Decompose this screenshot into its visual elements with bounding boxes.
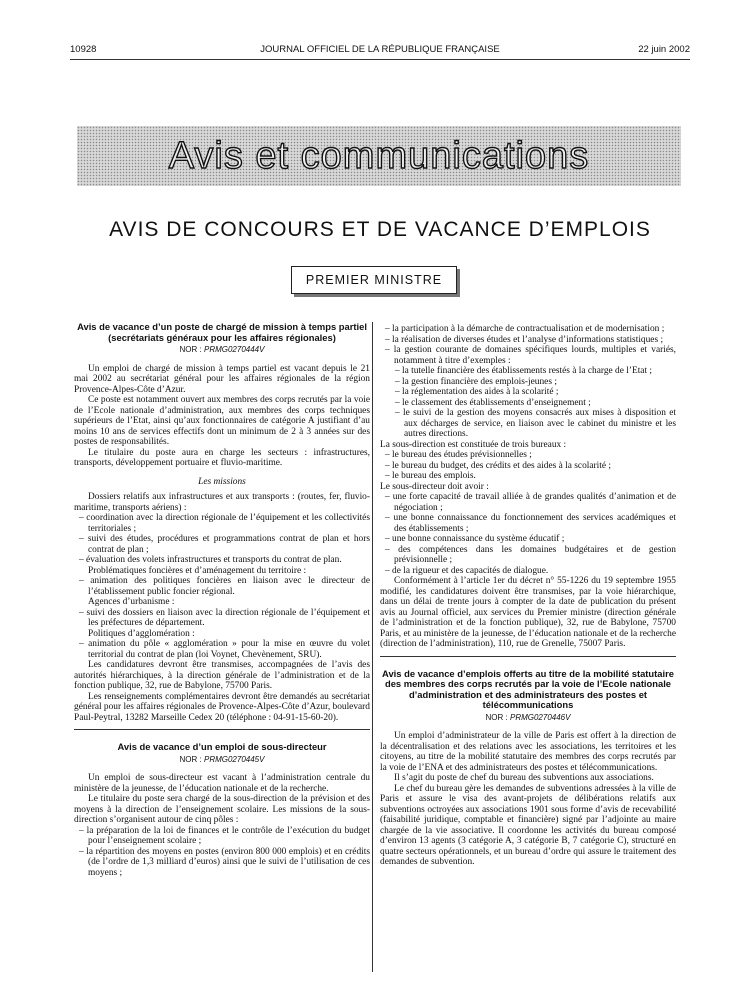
- list-item: – animation du pôle « agglomération » pour la mise en œuvre du volet territorial du contrat de plan (loi Voynet, Chevènement, SRU).: [79, 639, 370, 660]
- paragraph: Le chef du bureau gère les demandes de subventions adressées à la ville de Paris et assure le visa des avant-projets de délibérations relatifs aux subventions octroyées aux associations 1901 sous forme d’avis de recevabilité (faisabilité juridique, comptable et financière) signé par l’adjointe au maire chargée de la vie associative. Il coordonne les activités du bureau composé d’environ 13 agents (3 catégorie A, 3 catégorie B, 7 catégorie C), structuré en quatre secteurs opérationnels, et un bureau d’ordre qui assure le traitement des demandes de subvention.: [380, 783, 676, 867]
- list-item: – le bureau des études prévisionnelles ;: [385, 450, 532, 460]
- list-label: Agences d’urbanisme :: [88, 597, 175, 607]
- issue-date: 22 juin 2002: [638, 44, 690, 55]
- banner-title: Avis et communications: [168, 135, 590, 177]
- sub-list-item: – la réglementation des aides à la scolarité ;: [395, 387, 559, 397]
- list-item: – évaluation des volets infrastructures et transports du contrat de plan.: [79, 555, 342, 565]
- list-label: Problématiques foncières et d’aménagement du territoire :: [88, 565, 307, 576]
- list-item: – la participation à la démarche de contractualisation et de modernisation ;: [385, 324, 665, 334]
- left-column: [74, 322, 370, 878]
- section-banner: [77, 126, 681, 186]
- list-label: Le sous-directeur doit avoir :: [380, 481, 489, 492]
- sub-list-item: – la gestion financière des emplois-jeunes ;: [395, 376, 557, 387]
- paragraph: Le titulaire du poste aura en charge les secteurs : infrastructures, transports, développement portuaire et fluvio-maritime.: [74, 447, 370, 468]
- nor-code: PRMG0270445V: [203, 754, 265, 764]
- paragraph: Il s’agit du poste de chef du bureau des subventions aux associations.: [394, 773, 654, 783]
- list-item: – suivi des dossiers en liaison avec la direction régionale de l’équipement et les préfectures de département.: [79, 607, 370, 628]
- nor-reference: [74, 755, 370, 766]
- list-item: – coordination avec la direction régionale de l’équipement et les collectivités territoriales ;: [79, 513, 370, 534]
- list-item: – une forte capacité de travail alliée à de grandes qualités d’animation et de négociation ;: [385, 492, 676, 513]
- list-label: La sous-direction est constituée de trois bureaux :: [380, 439, 567, 450]
- list-item: – le bureau des emplois.: [385, 471, 476, 481]
- list-label: Dossiers relatifs aux infrastructures et aux transports : (routes, fer, fluvio-maritime, transports aériens) :: [74, 492, 370, 513]
- paragraph: Un emploi de chargé de mission à temps partiel est vacant depuis le 21 mai 2002 au secrétariat général pour les affaires régionales de la région Provence-Alpes-Côte d’Azur.: [74, 363, 370, 395]
- list-item: – la préparation de la loi de finances et le contrôle de l’exécution du budget pour l’enseignement scolaire ;: [79, 825, 370, 846]
- paragraph: Les renseignements complémentaires devront être demandés au secrétariat général pour les affaires régionales de Provence-Alpes-Côte d’Azur, boulevard Paul-Peytral, 13282 Marseille Cedex 20 (téléphone : 04-91-15-60-20).: [74, 691, 370, 723]
- paragraph: Les candidatures devront être transmises, accompagnées de l’avis des autorités hiérarchiques, à la direction générale de l’administration et de la fonction publique, 32, rue de Babylone, 75700 Paris.: [74, 660, 370, 691]
- article-title: Avis de vacance d’un emploi de sous-directeur: [117, 741, 327, 752]
- article-title: Avis de vacance d’un poste de chargé de mission à temps partiel (secrétariats généraux pour les affaires régionales): [77, 321, 367, 343]
- paragraph: Le titulaire du poste sera chargé de la sous-direction de la prévision et des moyens à la direction de l’enseignement scolaire. Les missions de la sous-direction s’organisent autour de cinq pôles :: [74, 794, 370, 825]
- list-item: – une bonne connaissance du système éducatif ;: [385, 534, 565, 544]
- nor-reference: [74, 345, 370, 356]
- page-number: 10928: [70, 44, 97, 55]
- list-item: – des compétences dans les domaines budgétaires et de gestion prévisionnelle ;: [385, 544, 676, 565]
- paragraph: Un emploi de sous-directeur est vacant à l’administration centrale du ministère de la jeunesse, de l’éducation nationale et de la recherche.: [74, 773, 370, 794]
- nor-code: PRMG0270446V: [509, 712, 571, 722]
- sub-list-item: – le classement des établissements d’enseignement ;: [395, 397, 591, 408]
- nor-label: NOR :: [485, 712, 508, 722]
- missions-heading: Les missions: [198, 476, 246, 487]
- running-head: [70, 44, 690, 58]
- article-separator: [380, 656, 676, 657]
- nor-code: PRMG0270444V: [203, 345, 265, 354]
- journal-title: JOURNAL OFFICIEL DE LA RÉPUBLIQUE FRANÇAISE: [260, 44, 500, 55]
- list-item: – la réalisation de diverses études et l’analyse d’informations statistiques ;: [385, 334, 664, 345]
- list-label: Politiques d’agglomération :: [88, 628, 195, 639]
- nor-label: NOR :: [179, 345, 202, 354]
- paragraph: Ce poste est notamment ouvert aux membres des corps recrutés par la voie de l’Ecole nationale d’administration, aux membres des corps techniques supérieurs de l’Etat, ainsi qu’aux fonctionnaires de catégorie A justifiant d’au moins 10 ans de services effectifs dont un minimum de 2 à 3 années sur des postes de responsabilités.: [74, 395, 370, 447]
- list-item: – de la rigueur et des capacités de dialogue.: [385, 565, 549, 576]
- paragraph: Conformément à l’article 1er du décret n° 55-1226 du 19 septembre 1955 modifié, les candidatures doivent être transmises, par la voie hiérarchique, dans un délai de trente jours à compter de la date de publication du présent avis au Journal officiel, aux services du Premier ministre (direction générale de l’administration et de la fonction publique), 32, rue de Babylone, 75700 Paris, et au ministère de la jeunesse, de l’éducation nationale et de la recherche (direction de l’administration), 110, rue de Grenelle, 75007 Paris.: [380, 576, 676, 649]
- list-item: – animation des politiques foncières en liaison avec le directeur de l’établissement public foncier régional.: [79, 576, 370, 597]
- column-rule: [372, 322, 373, 972]
- right-column: [380, 324, 676, 868]
- list-item: – la gestion courante de domaines spécifiques lourds, multiples et variés, notamment à titre d’exemples :: [385, 345, 676, 366]
- header-rule: [70, 59, 690, 60]
- list-item: – une bonne connaissance du fonctionnement des services académiques et des établissements ;: [385, 513, 676, 534]
- list-item: – la répartition des moyens en postes (environ 800 000 emplois) et en crédits (de l’ordre de 1,3 milliard d’euros) ainsi que le suivi de l’utilisation de ces moyens ;: [79, 846, 370, 878]
- list-item: – le bureau du budget, des crédits et des aides à la scolarité ;: [385, 460, 611, 471]
- list-item: – suivi des études, procédures et programmations contrat de plan et hors contrat de plan ;: [79, 534, 370, 555]
- sub-list-item: – le suivi de la gestion des moyens consacrés aux mises à disposition et aux décharges de service, en liaison avec le cabinet du ministre et les autres directions.: [395, 408, 676, 439]
- section-heading: AVIS DE CONCOURS ET DE VACANCE D’EMPLOIS: [109, 218, 651, 241]
- nor-label: NOR :: [179, 754, 202, 764]
- nor-reference: [380, 713, 676, 724]
- sub-list-item: – la tutelle financière des établissements restés à la charge de l’Etat ;: [395, 366, 653, 376]
- article-title: Avis de vacance d’emplois offerts au titre de la mobilité statutaire des membres des corps recrutés par la voie de l’Ecole nationale d’administration et des administrateurs des postes et télécommunications: [382, 667, 674, 710]
- article-separator: [74, 729, 370, 730]
- paragraph: Un emploi d’administrateur de la ville de Paris est offert à la direction de la décentralisation et des relations avec les associations, les territoires et les citoyens, au titre de la mobilité statutaire des membres des corps recrutés par la voie de l’ENA et des administrateurs des postes et télécommunications.: [380, 731, 676, 773]
- ministry-box: PREMIER MINISTRE: [291, 266, 457, 294]
